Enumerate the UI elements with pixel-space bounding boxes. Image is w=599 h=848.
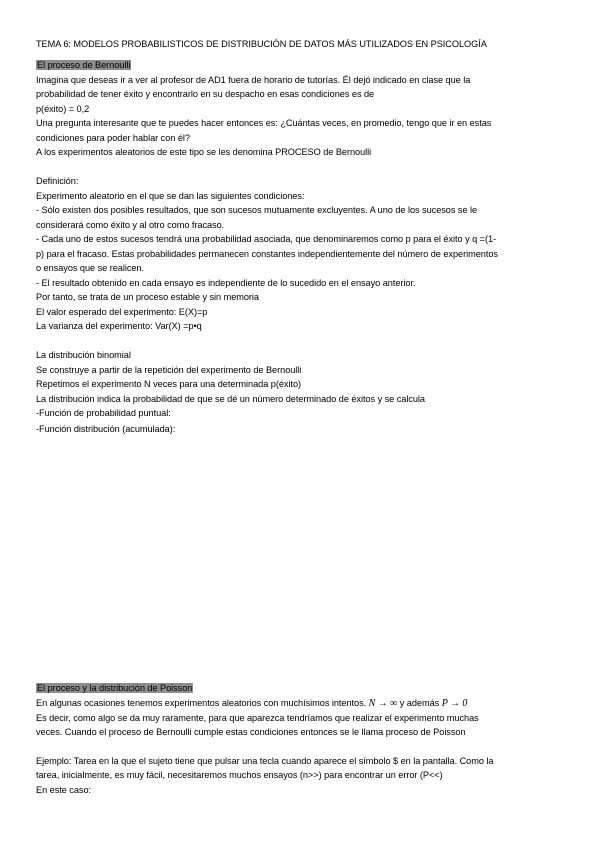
bernoulli-line: probabilidad de tener éxito y encontrarlo en su despacho en esas condiciones es de bbox=[36, 89, 375, 99]
definition-line: p) para el fracaso. Estas probabilidades permanecen constantes independientemente del número de experimentos bbox=[36, 249, 498, 259]
definition-line: - El resultado obtenido en cada ensayo es independiente de lo sucedido en el ensayo anterior. bbox=[36, 278, 416, 288]
binomial-line: Se construye a partir de la repetición del experimento de Bernoulli bbox=[36, 365, 302, 375]
bernoulli-line: Una pregunta interesante que te puedes hacer entonces es: ¿Cuántas veces, en promedio, tengo que ir en estas bbox=[36, 118, 492, 128]
poisson-line: veces. Cuando el proceso de Bernoulli cumple estas condiciones entonces se le llama proceso de Poisson bbox=[36, 727, 466, 737]
example-line: Ejemplo: Tarea en la que el sujeto tiene que pulsar una tecla cuando aparece el símbolo $ en la pantalla. Como la bbox=[36, 756, 494, 766]
poisson-line: Es decir, como algo se da muy raramente, para que aparezca tendríamos que realizar el experimento muchas bbox=[36, 713, 479, 723]
bernoulli-heading-text: El proceso de Bernoulli bbox=[37, 60, 131, 70]
document-title: TEMA 6: MODELOS PROBABILISTICOS DE DISTRIBUCIÓN DE DATOS MÁS UTILIZADOS EN PSICOLOGÍA bbox=[36, 39, 487, 49]
poisson-heading-text: El proceso y la distribución de Poisson bbox=[37, 683, 193, 693]
definition-line: Por tanto, se trata de un proceso estable y sin memoria bbox=[36, 292, 259, 302]
poisson-heading bbox=[36, 682, 193, 694]
poisson-line-mid: y además bbox=[399, 698, 440, 708]
example-line: tarea, inicialmente, es muy fácil, necesitaremos muchos ensayos (n>>) para encontrar un error (P<<) bbox=[36, 770, 443, 780]
point-probability-label: -Función de probabilidad puntual: bbox=[36, 408, 171, 418]
bernoulli-line: Imagina que deseas ir a ver al profesor de AD1 fuera de horario de tutorías. Él dejó indicado en clase que la bbox=[36, 75, 471, 85]
binomial-heading: La distribución binomial bbox=[36, 350, 131, 360]
bernoulli-heading bbox=[36, 59, 131, 71]
bernoulli-line: condiciones para poder hablar con él? bbox=[36, 133, 190, 143]
binomial-line: Repetimos el experimento N veces para una determinada p(éxito) bbox=[36, 379, 302, 389]
definition-line: Experimento aleatorio en el que se dan las siguientes condiciones: bbox=[36, 191, 305, 201]
limit-n-formula: N → ∞ bbox=[368, 698, 398, 709]
definition-line: considerará como éxito y al otro como fracaso. bbox=[36, 220, 225, 230]
definition-line: o ensayos que se realicen. bbox=[36, 263, 144, 273]
poisson-line bbox=[36, 697, 467, 710]
bernoulli-line: p(éxito) = 0,2 bbox=[36, 104, 90, 114]
example-line: En este caso: bbox=[36, 785, 92, 795]
bernoulli-line: A los experimentos aleatorios de este tipo se les denomina PROCESO de Bernoulli bbox=[36, 147, 372, 157]
expected-value-line: El valor esperado del experimento: E(X)=p bbox=[36, 307, 208, 317]
variance-line: La varianza del experimento: Var(X) =p•q bbox=[36, 321, 202, 331]
definition-label: Definición: bbox=[36, 176, 79, 186]
definition-line: - Cada uno de estos sucesos tendrá una probabilidad asociada, que denominaremos como p para el éxito y q =(1- bbox=[36, 234, 497, 244]
poisson-line-text: En algunas ocasiones tenemos experimentos aleatorios con muchísimos intentos. bbox=[36, 698, 367, 708]
cumulative-distribution-label: -Función distribución (acumulada): bbox=[36, 424, 176, 434]
binomial-line: La distribución indica la probabilidad de que se dé un número determinado de éxitos y se calcula bbox=[36, 394, 425, 404]
limit-p-formula: P → 0 bbox=[441, 698, 468, 709]
definition-line: - Sólo existen dos posibles resultados, que son sucesos mutuamente excluyentes. A uno de los sucesos se le bbox=[36, 205, 478, 215]
